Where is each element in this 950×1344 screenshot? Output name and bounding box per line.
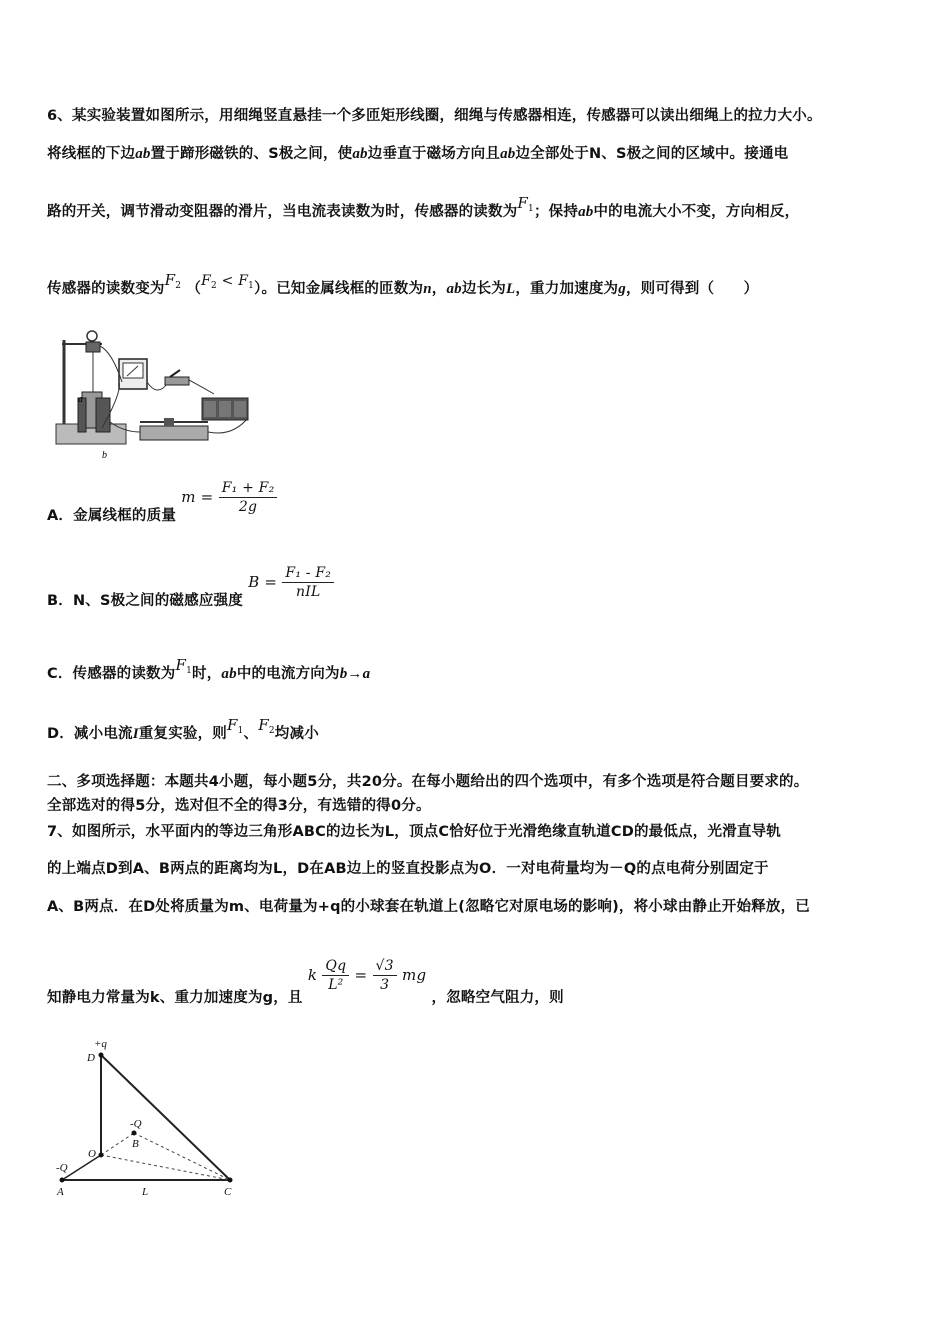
triangle-figure (52, 1035, 252, 1205)
label-C: C (224, 1186, 232, 1198)
q7-line2: 的上端点D到A、B两点的距离均为L，D在AB边上的竖直投影点为O．一对电荷量均为－Q的点电荷分别固定于 (47, 861, 769, 877)
section2-line1: 二、多项选择题：本题共4小题，每小题5分，共20分。在每小题给出的四个选项中，有多个选项是符合题目要求的。 (47, 774, 809, 790)
option-a: A．金属线框的质量 m = $\frac{\text{F₁ + F₂}}{2g}$ (47, 480, 277, 516)
q7-line3: A、B两点．在D处将质量为m、电荷量为+q的小球套在轨道上(忽略它对原电场的影响)，将小球由静止开始释放，已 (47, 899, 810, 915)
option-d: D．减小电流I重复实验，则$F_1$、$F_2$均减小 (47, 716, 319, 742)
q6-line4: 传感器的读数变为$F_2$ $(F_2 < F_1)$。已知金属线框的匝数为n，ab边长为L，重力加速度为g，则可得到（ ） (47, 271, 759, 297)
q6-line3: 路的开关，调节滑动变阻器的滑片，当电流表读数为时，传感器的读数为$F_1$；保持ab中的电流大小不变，方向相反， (47, 194, 800, 220)
label-B: B (132, 1138, 139, 1150)
apparatus-figure (52, 322, 257, 462)
option-c: C．传感器的读数为$F_1$时，ab中的电流方向为b→a (47, 656, 371, 682)
fig-label-b: b (102, 450, 107, 461)
fig-label-a: a (78, 394, 83, 405)
label-A: A (57, 1186, 64, 1198)
label-O: O (88, 1148, 96, 1160)
label-neg-q-a: -Q (56, 1162, 68, 1174)
section2-line2: 全部选对的得5分，选对但不全的得3分，有选错的得0分。 (47, 798, 431, 814)
label-D: D (87, 1052, 95, 1064)
label-plus-q: +q (94, 1038, 107, 1050)
q7-line1: 7、如图所示，水平面内的等边三角形ABC的边长为L，顶点C恰好位于光滑绝缘直轨道CD的最低点，光滑直导轨 (47, 824, 781, 840)
q6-line2: 将线框的下边ab置于蹄形磁铁的、S极之间，使ab边垂直于磁场方向且ab边全部处于N、S极之间的区域中。接通电 (47, 146, 789, 162)
q7-line4: 知静电力常量为k、重力加速度为g，且 k $\frac{Qq}{\text{L²}}$ = $\frac{√3}{3}$ mg ，忽略空气阻力，则 (47, 958, 564, 1006)
label-L: L (142, 1186, 149, 1198)
q6-line1: 6、某实验装置如图所示，用细绳竖直悬挂一个多匝矩形线圈，细绳与传感器相连，传感器可以读出细绳上的拉力大小。 (47, 108, 822, 124)
option-b: B．N、S极之间的磁感应强度 B = $\frac{\text{F₁ - F₂}}{\text{nIL}}$ (47, 565, 334, 601)
label-neg-q-b: -Q (130, 1118, 142, 1130)
